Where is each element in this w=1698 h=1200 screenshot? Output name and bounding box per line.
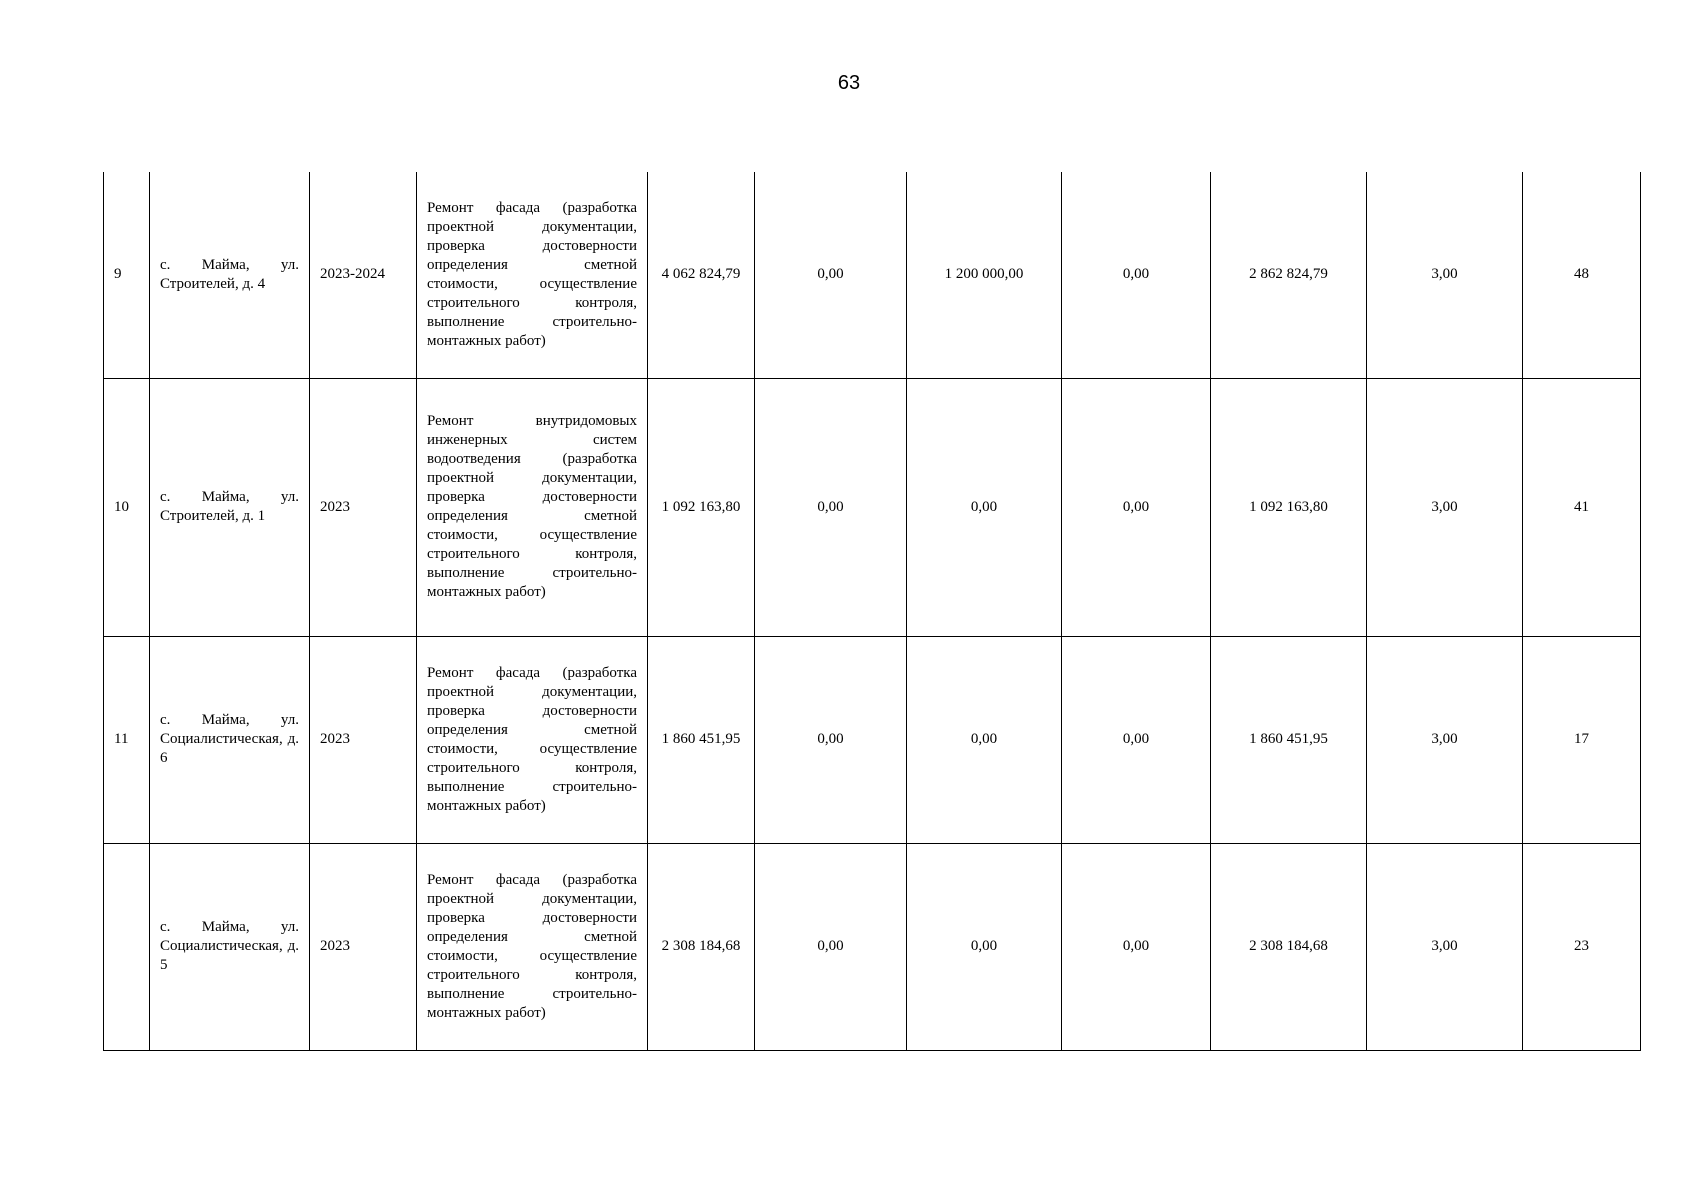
- total-cost-cell: 2 308 184,68: [648, 843, 755, 1050]
- page-number: 63: [837, 72, 861, 94]
- rate-cell: 3,00: [1367, 636, 1523, 843]
- address-cell: с. Майма, ул. Социалистическая, д. 5: [150, 843, 310, 1050]
- amount-cell: 2 862 824,79: [1211, 172, 1367, 378]
- amount-cell: 0,00: [755, 378, 907, 636]
- row-number: 11: [104, 636, 150, 843]
- rate-cell: 3,00: [1367, 378, 1523, 636]
- total-cost-cell: 4 062 824,79: [648, 172, 755, 378]
- row-number: [104, 843, 150, 1050]
- work-description-cell: Ремонт фасада (разработка проектной документации, проверка достоверности определения сметной стоимости, осуществление строительного контроля, выполнение строительно-монтажных работ): [417, 636, 648, 843]
- amount-cell: 0,00: [755, 843, 907, 1050]
- amount-cell: 0,00: [1062, 843, 1211, 1050]
- total-cost-cell: 1 860 451,95: [648, 636, 755, 843]
- amount-cell: 0,00: [907, 843, 1062, 1050]
- amount-cell: 1 200 000,00: [907, 172, 1062, 378]
- amount-cell: 0,00: [1062, 172, 1211, 378]
- years-cell: 2023: [310, 378, 417, 636]
- address-cell: с. Майма, ул. Строителей, д. 4: [150, 172, 310, 378]
- table-row: [104, 172, 1641, 378]
- amount-cell: 0,00: [1062, 636, 1211, 843]
- amount-cell: 1 092 163,80: [1211, 378, 1367, 636]
- address-cell: с. Майма, ул. Социалистическая, д. 6: [150, 636, 310, 843]
- count-cell: 17: [1523, 636, 1641, 843]
- amount-cell: 0,00: [907, 636, 1062, 843]
- amount-cell: 2 308 184,68: [1211, 843, 1367, 1050]
- total-cost-cell: 1 092 163,80: [648, 378, 755, 636]
- row-number: 10: [104, 378, 150, 636]
- table-row: [104, 636, 1641, 843]
- amount-cell: 1 860 451,95: [1211, 636, 1367, 843]
- rate-cell: 3,00: [1367, 843, 1523, 1050]
- work-description-cell: Ремонт фасада (разработка проектной документации, проверка достоверности определения сметной стоимости, осуществление строительного контроля, выполнение строительно-монтажных работ): [417, 843, 648, 1050]
- repair-schedule-table: [103, 172, 1641, 1051]
- years-cell: 2023: [310, 843, 417, 1050]
- amount-cell: 0,00: [755, 636, 907, 843]
- count-cell: 23: [1523, 843, 1641, 1050]
- table-row: [104, 843, 1641, 1050]
- address-cell: с. Майма, ул. Строителей, д. 1: [150, 378, 310, 636]
- rate-cell: 3,00: [1367, 172, 1523, 378]
- amount-cell: 0,00: [755, 172, 907, 378]
- count-cell: 48: [1523, 172, 1641, 378]
- years-cell: 2023-2024: [310, 172, 417, 378]
- amount-cell: 0,00: [907, 378, 1062, 636]
- years-cell: 2023: [310, 636, 417, 843]
- count-cell: 41: [1523, 378, 1641, 636]
- row-number: 9: [104, 172, 150, 378]
- table-row: [104, 378, 1641, 636]
- work-description-cell: Ремонт фасада (разработка проектной документации, проверка достоверности определения сметной стоимости, осуществление строительного контроля, выполнение строительно-монтажных работ): [417, 172, 648, 378]
- work-description-cell: Ремонт внутридомовых инженерных систем водоотведения (разработка проектной документации, проверка достоверности определения сметной стоимости, осуществление строительного контроля, выполнение строительно-монтажных работ): [417, 378, 648, 636]
- amount-cell: 0,00: [1062, 378, 1211, 636]
